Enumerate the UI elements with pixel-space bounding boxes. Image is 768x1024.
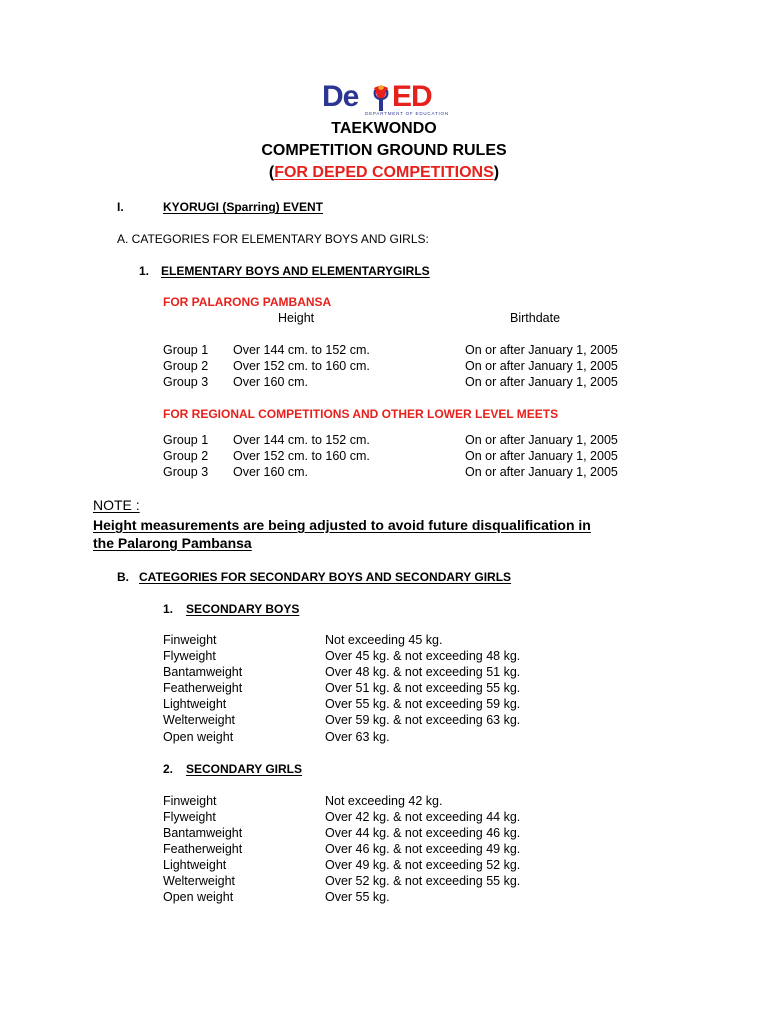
boys-row-1-class: Finweight xyxy=(163,633,217,647)
boys-row-2-class: Flyweight xyxy=(163,649,216,663)
note-line-1: Height measurements are being adjusted to avoid future disqualification in xyxy=(93,517,591,533)
section-1-label: KYORUGI (Sparring) EVENT xyxy=(163,200,324,214)
boys-row-7-limit: Over 63 kg. xyxy=(325,730,390,744)
palarong-row-2-birthdate: On or after January 1, 2005 xyxy=(465,359,618,373)
title-for-deped xyxy=(0,164,768,182)
deped-logo xyxy=(322,82,464,122)
title-paren-close: ) xyxy=(493,164,500,181)
regional-row-1-group: Group 1 xyxy=(163,433,209,447)
boys-row-3-limit: Over 48 kg. & not exceeding 51 kg. xyxy=(325,665,521,679)
boys-row-1-limit: Not exceeding 45 kg. xyxy=(325,633,443,647)
regional-row-3-group: Group 3 xyxy=(163,465,209,479)
girls-row-5-limit: Over 49 kg. & not exceeding 52 kg. xyxy=(325,858,521,872)
boys-label: SECONDARY BOYS xyxy=(186,602,300,616)
boys-row-4-limit: Over 51 kg. & not exceeding 55 kg. xyxy=(325,681,521,695)
regional-heading: FOR REGIONAL COMPETITIONS AND OTHER LOWER LEVEL MEETS xyxy=(163,407,559,421)
torch-icon xyxy=(370,84,392,112)
logo-tagline: DEPARTMENT OF EDUCATION xyxy=(365,111,449,116)
palarong-row-3-birthdate: On or after January 1, 2005 xyxy=(465,375,618,389)
palarong-row-1-height: Over 144 cm. to 152 cm. xyxy=(233,343,370,357)
boys-number: 1. xyxy=(163,602,174,616)
section-b-label: CATEGORIES FOR SECONDARY BOYS AND SECONDARY GIRLS xyxy=(139,570,512,584)
title-paren-open: ( xyxy=(268,164,275,181)
palarong-row-3-group: Group 3 xyxy=(163,375,209,389)
section-1-number: I. xyxy=(117,200,124,214)
logo-text-de: De xyxy=(322,80,359,113)
palarong-row-1-birthdate: On or after January 1, 2005 xyxy=(465,343,618,357)
sub-1-label: ELEMENTARY BOYS AND ELEMENTARYGIRLS xyxy=(161,264,430,278)
girls-row-3-limit: Over 44 kg. & not exceeding 46 kg. xyxy=(325,826,521,840)
girls-row-7-limit: Over 55 kg. xyxy=(325,890,390,904)
title-taekwondo: TAEKWONDO xyxy=(331,120,437,137)
regional-row-1-height: Over 144 cm. to 152 cm. xyxy=(233,433,370,447)
sub-1-number: 1. xyxy=(139,264,150,278)
boys-row-5-class: Lightweight xyxy=(163,697,227,711)
title-ground-rules: COMPETITION GROUND RULES xyxy=(261,142,507,159)
girls-row-2-class: Flyweight xyxy=(163,810,216,824)
regional-row-2-birthdate: On or after January 1, 2005 xyxy=(465,449,618,463)
section-a-label: A. CATEGORIES FOR ELEMENTARY BOYS AND GIRLS: xyxy=(117,232,429,246)
column-birthdate-header: Birthdate xyxy=(510,311,561,325)
girls-row-6-class: Welterweight xyxy=(163,874,236,888)
column-height-header: Height xyxy=(278,311,315,325)
section-b-number: B. xyxy=(117,570,129,584)
boys-row-5-limit: Over 55 kg. & not exceeding 59 kg. xyxy=(325,697,521,711)
boys-row-7-class: Open weight xyxy=(163,730,234,744)
regional-row-1-birthdate: On or after January 1, 2005 xyxy=(465,433,618,447)
logo-text-ed: ED xyxy=(392,80,432,113)
regional-row-2-height: Over 152 cm. to 160 cm. xyxy=(233,449,370,463)
regional-row-3-birthdate: On or after January 1, 2005 xyxy=(465,465,618,479)
boys-row-2-limit: Over 45 kg. & not exceeding 48 kg. xyxy=(325,649,521,663)
boys-row-6-limit: Over 59 kg. & not exceeding 63 kg. xyxy=(325,713,521,727)
regional-row-2-group: Group 2 xyxy=(163,449,209,463)
girls-row-4-class: Featherweight xyxy=(163,842,243,856)
boys-row-6-class: Welterweight xyxy=(163,713,236,727)
palarong-row-2-height: Over 152 cm. to 160 cm. xyxy=(233,359,370,373)
palarong-heading: FOR PALARONG PAMBANSA xyxy=(163,295,332,309)
boys-row-3-class: Bantamweight xyxy=(163,665,243,679)
note-line-2: the Palarong Pambansa xyxy=(93,535,252,551)
girls-row-4-limit: Over 46 kg. & not exceeding 49 kg. xyxy=(325,842,521,856)
girls-row-6-limit: Over 52 kg. & not exceeding 55 kg. xyxy=(325,874,521,888)
boys-row-4-class: Featherweight xyxy=(163,681,243,695)
girls-row-1-class: Finweight xyxy=(163,794,217,808)
girls-row-1-limit: Not exceeding 42 kg. xyxy=(325,794,443,808)
girls-row-2-limit: Over 42 kg. & not exceeding 44 kg. xyxy=(325,810,521,824)
girls-row-5-class: Lightweight xyxy=(163,858,227,872)
palarong-row-3-height: Over 160 cm. xyxy=(233,375,309,389)
palarong-row-2-group: Group 2 xyxy=(163,359,209,373)
girls-label: SECONDARY GIRLS xyxy=(186,762,303,776)
girls-row-7-class: Open weight xyxy=(163,890,234,904)
note-label: NOTE : xyxy=(93,497,140,513)
regional-row-3-height: Over 160 cm. xyxy=(233,465,309,479)
title-red-text: FOR DEPED COMPETITIONS xyxy=(274,164,494,181)
palarong-row-1-group: Group 1 xyxy=(163,343,209,357)
girls-number: 2. xyxy=(163,762,174,776)
girls-row-3-class: Bantamweight xyxy=(163,826,243,840)
